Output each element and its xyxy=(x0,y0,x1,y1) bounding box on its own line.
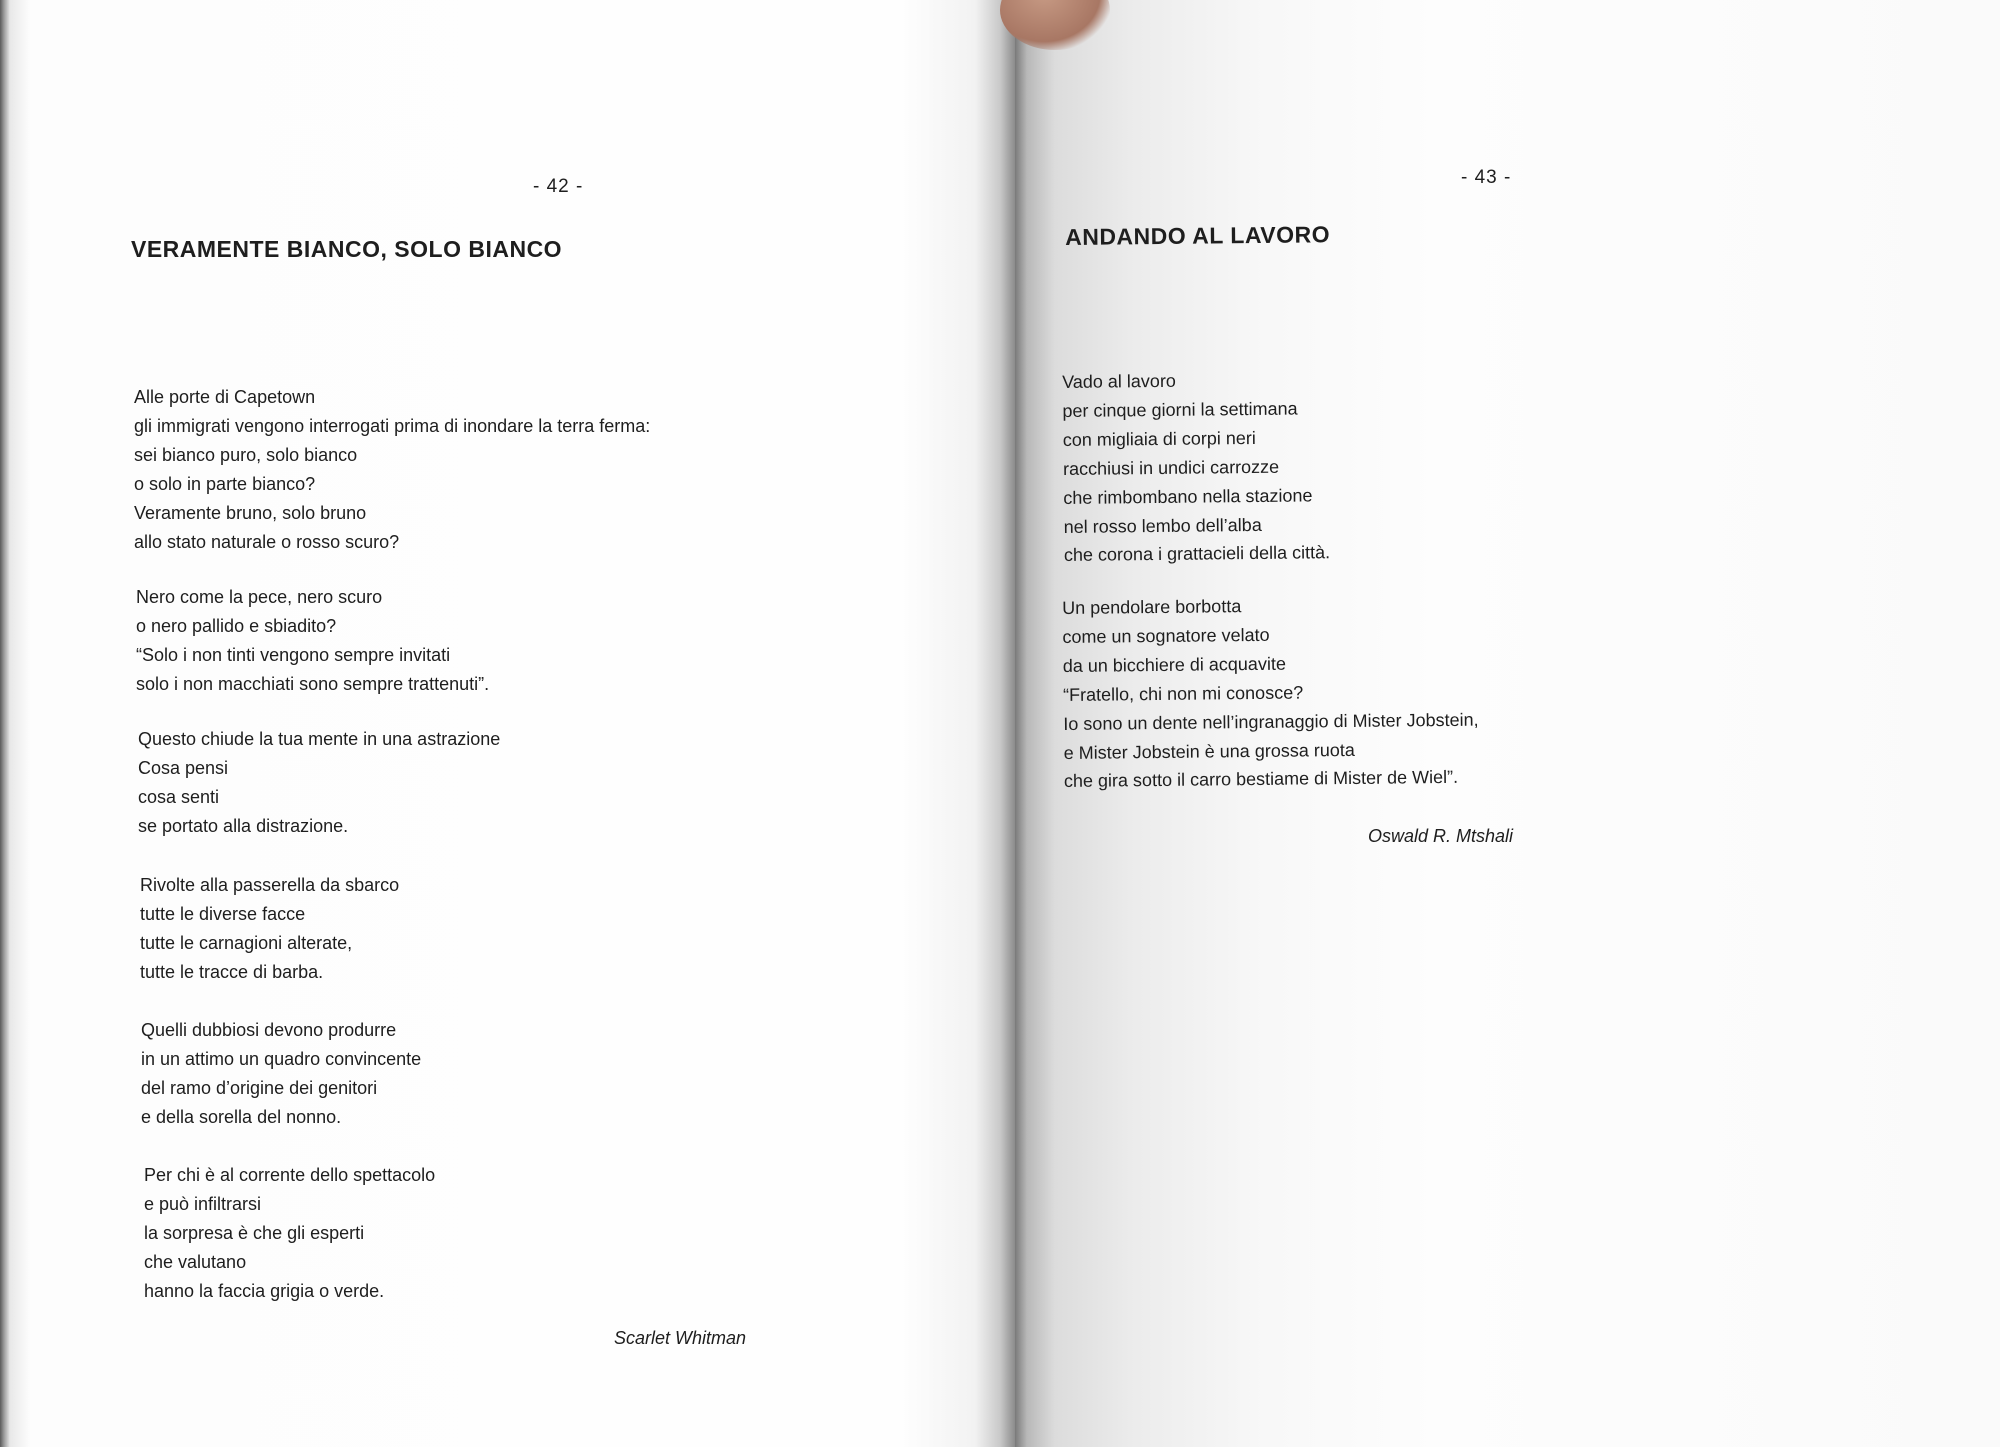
poem-line: Un pendolare borbotta xyxy=(1062,596,1242,618)
poem-line: o solo in parte bianco? xyxy=(134,473,316,494)
poem-line: Per chi è al corrente dello spettacolo xyxy=(144,1165,436,1185)
right-page xyxy=(1015,0,2000,1447)
poem-line: la sorpresa è che gli esperti xyxy=(144,1222,365,1243)
poem-line: che gira sotto il carro bestiame di Mister de Wiel”. xyxy=(1063,767,1459,792)
poem-line: Quelli dubbiosi devono produrre xyxy=(141,1020,397,1040)
poem-line: e della sorella del nonno. xyxy=(141,1106,342,1127)
poem-line: da un bicchiere di acquavite xyxy=(1062,653,1287,676)
poem-line: racchiusi in undici carrozze xyxy=(1062,456,1280,479)
poem-line: Vado al lavoro xyxy=(1062,370,1176,392)
poem-line: hanno la faccia grigia o verde. xyxy=(144,1280,385,1301)
page-number: - 43 - xyxy=(1461,167,1512,188)
poem-line: Alle porte di Capetown xyxy=(134,387,316,407)
poem-line: Io sono un dente nell’ingranaggio di Mister Jobstein, xyxy=(1063,709,1479,734)
stanza xyxy=(144,1161,435,1306)
stanza xyxy=(138,725,500,841)
poem-line: Rivolte alla passerella da sbarco xyxy=(140,875,400,895)
poem-line: “Fratello, chi non mi conosce? xyxy=(1062,682,1304,705)
poem-line: e Mister Jobstein è una grossa ruota xyxy=(1063,739,1355,763)
page-number: - 42 - xyxy=(533,176,584,197)
poem-line: e può infiltrarsi xyxy=(144,1193,262,1214)
poem-line: con migliaia di corpi neri xyxy=(1062,427,1256,450)
poem-line: allo stato naturale o rosso scuro? xyxy=(134,531,400,552)
poem-line: in un attimo un quadro convincente xyxy=(141,1048,422,1069)
poem-line: che rimbombano nella stazione xyxy=(1063,485,1313,508)
poem-line: solo i non macchiati sono sempre trattenuti”. xyxy=(136,673,490,694)
poem-line: nel rosso lembo dell’alba xyxy=(1063,514,1262,537)
poem-line: tutte le tracce di barba. xyxy=(140,961,324,982)
poem-line: se portato alla distrazione. xyxy=(138,815,349,836)
stanza xyxy=(1062,590,1479,797)
poem-author: Oswald R. Mtshali xyxy=(1368,826,1514,846)
stanza xyxy=(136,583,489,699)
poem-line: del ramo d’origine dei genitori xyxy=(141,1077,378,1098)
poem-author: Scarlet Whitman xyxy=(614,1328,747,1348)
poem-line: Veramente bruno, solo bruno xyxy=(134,502,367,523)
poem-line: Cosa pensi xyxy=(138,757,229,778)
poem-line: Questo chiude la tua mente in una astrazione xyxy=(138,729,501,749)
stanza xyxy=(140,871,399,987)
poem-line: o nero pallido e sbiadito? xyxy=(136,615,337,636)
poem-line: cosa senti xyxy=(138,786,220,807)
stanza xyxy=(134,383,650,556)
poem-line: che valutano xyxy=(144,1251,247,1272)
stanza xyxy=(141,1016,421,1132)
poem-line: per cinque giorni la settimana xyxy=(1062,398,1298,421)
poem-line: gli immigrati vengono interrogati prima di inondare la terra ferma: xyxy=(134,415,651,436)
poem-line: tutte le diverse facce xyxy=(140,903,306,924)
poem-line: sei bianco puro, solo bianco xyxy=(134,444,358,465)
poem-title: VERAMENTE BIANCO, SOLO BIANCO xyxy=(131,236,563,262)
stanza xyxy=(1062,365,1330,570)
poem-line: che corona i grattacieli della città. xyxy=(1063,542,1331,566)
poem-line: tutte le carnagioni alterate, xyxy=(140,932,353,953)
poem-line: “Solo i non tinti vengono sempre invitati xyxy=(136,644,451,665)
poem-line: come un sognatore velato xyxy=(1062,624,1270,647)
poem-title: ANDANDO AL LAVORO xyxy=(1065,221,1331,250)
poem-line: Nero come la pece, nero scuro xyxy=(136,587,383,607)
